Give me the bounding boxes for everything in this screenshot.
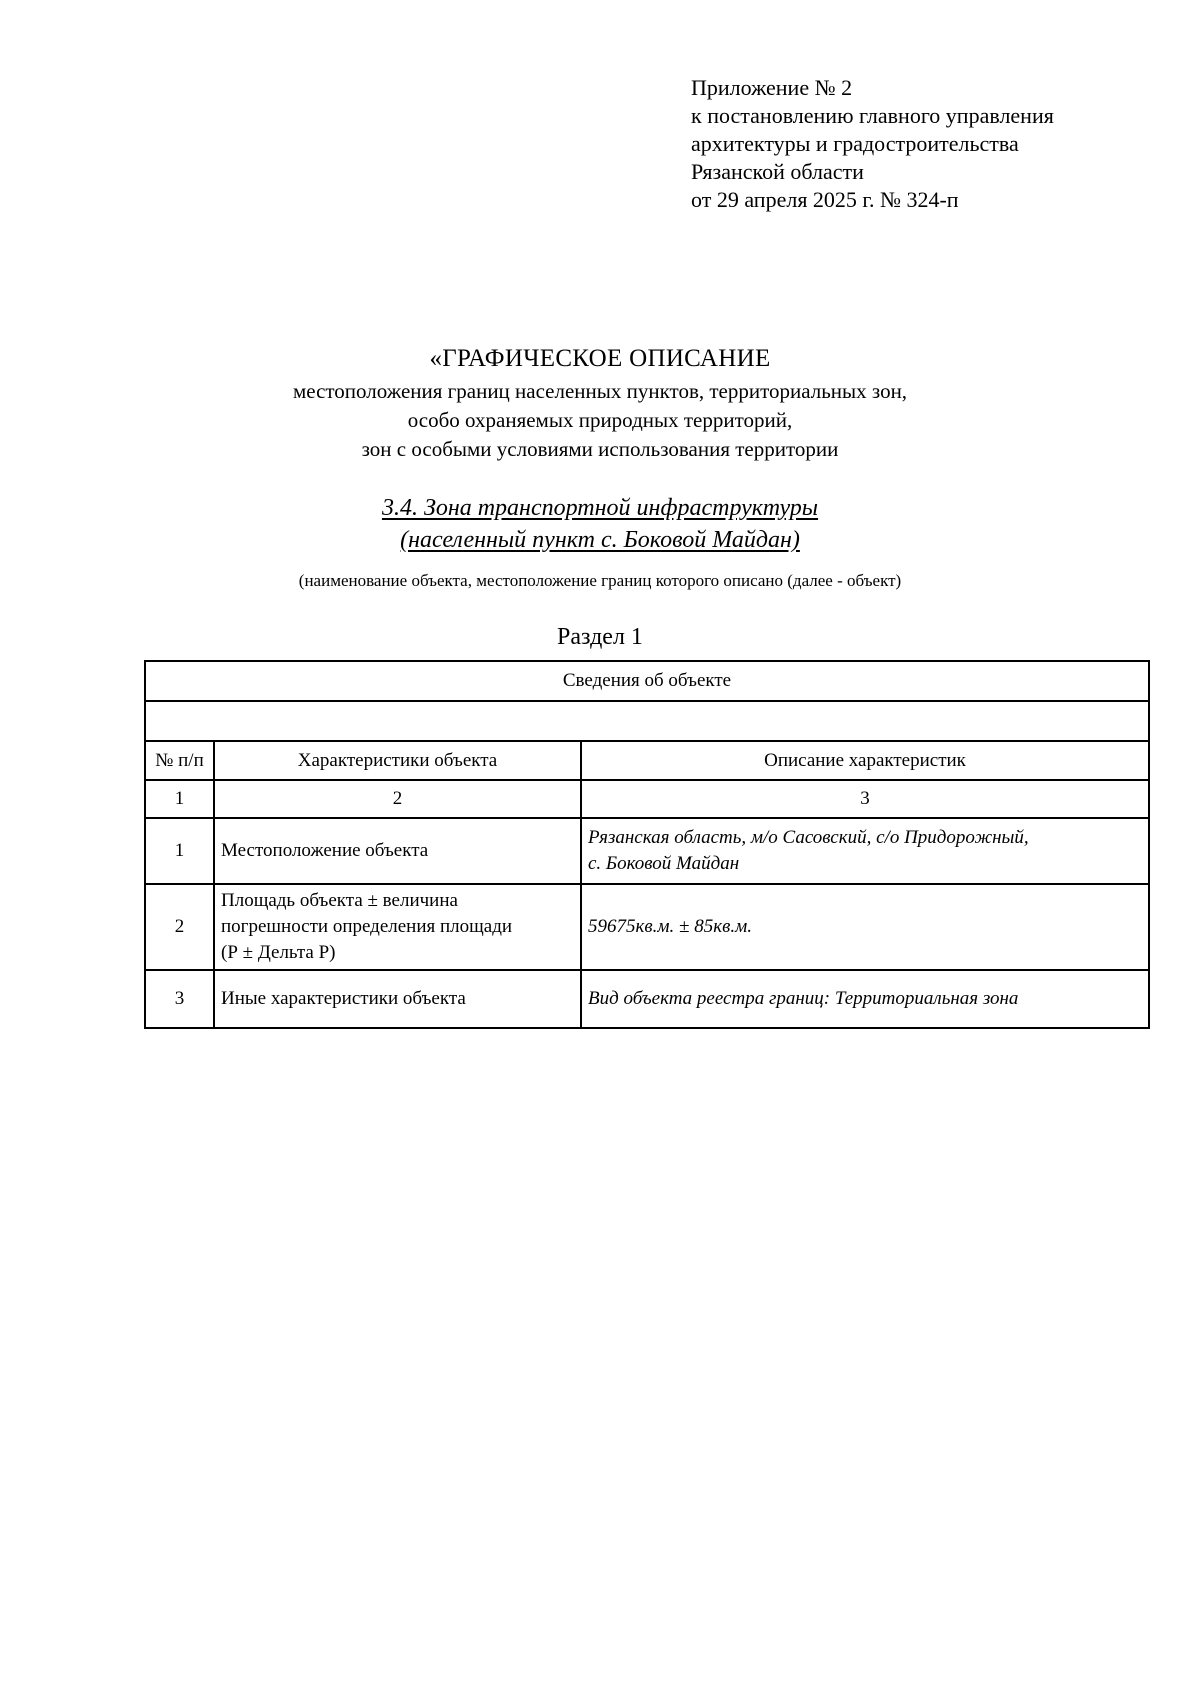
object-caption: (наименование объекта, местоположение границ которого описано (далее - объект) — [298, 571, 902, 590]
document-title: «ГРАФИЧЕСКОЕ ОПИСАНИЕ — [429, 345, 771, 372]
row-description-line: Рязанская область, м/о Сасовский, с/о Придорожный, — [588, 827, 1029, 848]
row-characteristic-line: (Р ± Дельта Р) — [221, 942, 336, 963]
object-name — [0, 492, 1200, 556]
row-description-line: с. Боковой Майдан — [588, 853, 740, 874]
index-2: 2 — [214, 780, 581, 818]
row-description: Вид объекта реестра границ: Территориальная зона — [581, 970, 1149, 1028]
index-3: 3 — [581, 780, 1149, 818]
table-caption: Сведения об объекте — [145, 661, 1149, 701]
section-title: Раздел 1 — [557, 624, 643, 650]
table-index-row — [145, 780, 1149, 818]
row-characteristic-line: погрешности определения площади — [221, 916, 513, 937]
table-row — [145, 970, 1149, 1028]
row-characteristic-line: Площадь объекта ± величина — [221, 890, 458, 911]
row-description: 59675кв.м. ± 85кв.м. — [581, 884, 1149, 970]
header-characteristic: Характеристики объекта — [214, 741, 581, 780]
index-1: 1 — [145, 780, 214, 818]
object-name-line2: (населенный пункт с. Боковой Майдан) — [400, 527, 800, 553]
row-characteristic: Местоположение объекта — [214, 818, 581, 884]
appendix-line: к постановлению главного управления — [691, 103, 1054, 128]
object-name-line1: 3.4. Зона транспортной инфраструктуры — [381, 495, 819, 521]
appendix-block — [691, 74, 1054, 214]
appendix-line: от 29 апреля 2025 г. № 324-п — [691, 187, 959, 212]
table-row — [145, 884, 1149, 970]
appendix-line: Рязанской области — [691, 159, 864, 184]
row-characteristic: Иные характеристики объекта — [214, 970, 581, 1028]
table-row — [145, 818, 1149, 884]
row-num: 1 — [145, 818, 214, 884]
subtitle-line: зон с особыми условиями использования территории — [361, 437, 839, 461]
header-num: № п/п — [145, 741, 214, 780]
table-caption-row — [145, 661, 1149, 701]
row-num: 2 — [145, 884, 214, 970]
appendix-line: Приложение № 2 — [691, 75, 853, 100]
document-subtitle — [0, 377, 1200, 464]
table-empty-row — [145, 701, 1149, 741]
row-characteristic — [214, 884, 581, 970]
object-info-table — [144, 660, 1150, 1029]
table-empty-cell — [145, 701, 1149, 741]
header-description: Описание характеристик — [581, 741, 1149, 780]
row-description — [581, 818, 1149, 884]
row-num: 3 — [145, 970, 214, 1028]
appendix-line: архитектуры и градостроительства — [691, 131, 1019, 156]
subtitle-line: особо охраняемых природных территорий, — [407, 408, 793, 432]
table-header-row — [145, 741, 1149, 780]
subtitle-line: местоположения границ населенных пунктов, территориальных зон, — [292, 379, 908, 403]
